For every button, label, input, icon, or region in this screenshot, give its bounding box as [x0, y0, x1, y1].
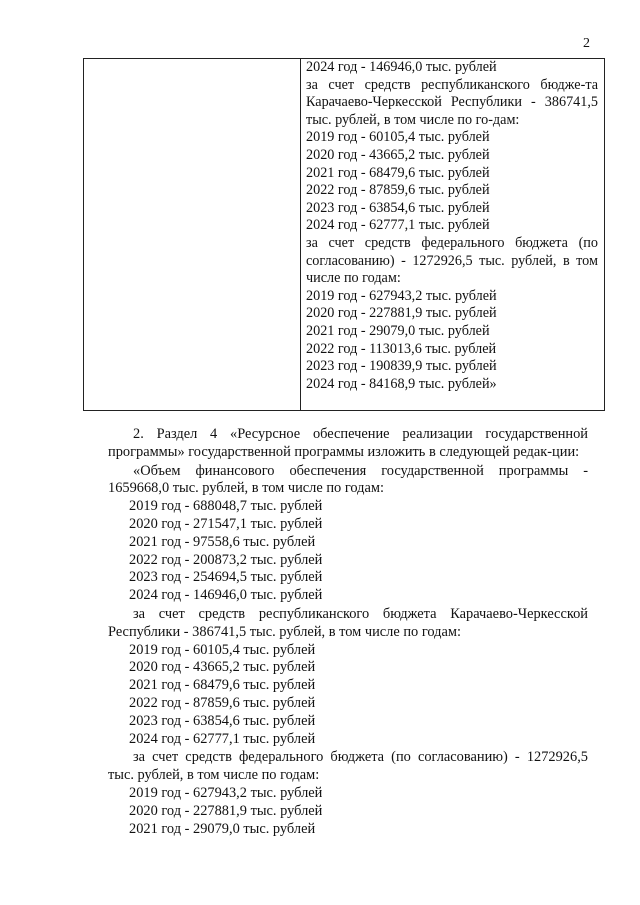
total-2020: 2020 год - 271547,1 тыс. рублей [129, 515, 323, 532]
left-empty-cell [84, 59, 301, 411]
total-2021: 2021 год - 97558,6 тыс. рублей [129, 533, 316, 550]
federal-budget-intro: за счет средств федерального бюджета (по согласованию) - 1272926,5 тыс. рублей, в том числе по годам: [108, 749, 588, 784]
table-federal-2021: 2021 год - 29079,0 тыс. рублей [306, 322, 490, 339]
federal-2021: 2021 год - 29079,0 тыс. рублей [129, 820, 316, 837]
table-federal-2024: 2024 год - 84168,9 тыс. рублей» [306, 375, 497, 392]
republic-2019: 2019 год - 60105,4 тыс. рублей [129, 641, 316, 658]
table-federal-2019: 2019 год - 627943,2 тыс. рублей [306, 287, 497, 304]
table-republic-2019: 2019 год - 60105,4 тыс. рублей [306, 129, 490, 146]
table-federal-2020: 2020 год - 227881,9 тыс. рублей [306, 305, 497, 322]
table-republic-2024: 2024 год - 62777,1 тыс. рублей [306, 217, 490, 234]
federal-2020: 2020 год - 227881,9 тыс. рублей [129, 802, 323, 819]
section-heading: 2. Раздел 4 «Ресурсное обеспечение реализации государственной программы» государственной программы изложить в следующей редак-ции: [108, 426, 588, 460]
table-federal-2022: 2022 год - 113013,6 тыс. рублей [306, 340, 497, 357]
republic-2020: 2020 год - 43665,2 тыс. рублей [129, 659, 316, 676]
table-republic-2020: 2020 год - 43665,2 тыс. рублей [306, 146, 490, 163]
table-republic-2022: 2022 год - 87859,6 тыс. рублей [306, 182, 490, 199]
page-number: 2 [583, 36, 590, 51]
table-total-2024: 2024 год - 146946,0 тыс. рублей [306, 59, 497, 75]
republic-budget-intro: за счет средств республиканского бюджета Карачаево-Черкесской Республики - 386741,5 тыс. рублей, в том числе по годам: [108, 605, 588, 640]
republic-2021: 2021 год - 68479,6 тыс. рублей [129, 677, 316, 694]
republic-2023: 2023 год - 63854,6 тыс. рублей [129, 712, 316, 729]
total-2019: 2019 год - 688048,7 тыс. рублей [129, 498, 323, 515]
table-republic-2023: 2023 год - 63854,6 тыс. рублей [306, 199, 490, 216]
total-financing-intro: «Объем финансового обеспечения государственной программы - 1659668,0 тыс. рублей, в том числе по годам: [108, 462, 588, 497]
federal-2019: 2019 год - 627943,2 тыс. рублей [129, 784, 323, 801]
republic-2024: 2024 год - 62777,1 тыс. рублей [129, 730, 316, 747]
republic-2022: 2022 год - 87859,6 тыс. рублей [129, 694, 316, 711]
total-2024: 2024 год - 146946,0 тыс. рублей [129, 587, 323, 604]
budget-table [83, 58, 605, 411]
table-republic-2021: 2021 год - 68479,6 тыс. рублей [306, 164, 490, 181]
table-federal-intro: за счет средств федерального бюджета (по согласованию) - 1272926,5 тыс. рублей, в том числе по годам: [306, 234, 598, 287]
table-row [84, 59, 605, 411]
table-federal-2023: 2023 год - 190839,9 тыс. рублей [306, 358, 497, 375]
right-financing-cell [301, 59, 605, 411]
document-body [108, 426, 588, 838]
total-2023: 2023 год - 254694,5 тыс. рублей [129, 569, 323, 586]
total-2022: 2022 год - 200873,2 тыс. рублей [129, 551, 323, 568]
table-republic-intro: за счет средств республиканского бюдже-та Карачаево-Черкесской Республики - 386741,5 тыс. рублей, в том числе по го-дам: [306, 76, 598, 128]
